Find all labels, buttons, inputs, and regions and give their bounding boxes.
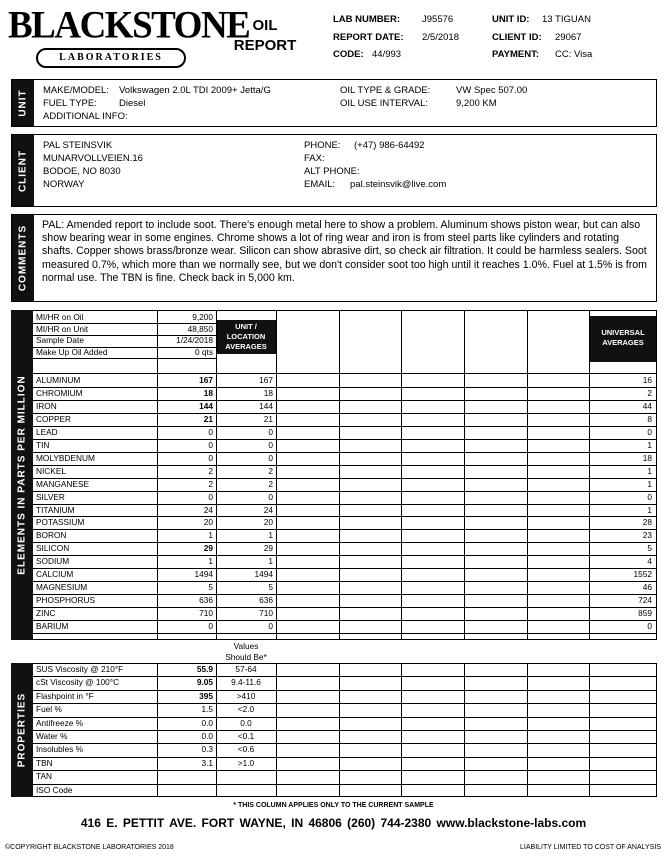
unit-side-label: UNIT [12, 80, 34, 126]
element-name: CALCIUM [36, 569, 74, 580]
element-value: 5 [208, 582, 213, 593]
property-should-be: 57-64 [235, 664, 257, 674]
client-section [11, 134, 657, 207]
element-value: 20 [203, 517, 213, 528]
element-universal-average: 16 [642, 375, 652, 385]
element-name: BORON [36, 530, 67, 541]
element-unit-average: 0 [268, 439, 273, 450]
element-value: 0 [208, 621, 213, 632]
unit-id-label: UNIT ID: [492, 14, 530, 25]
element-name: TITANIUM [36, 504, 75, 515]
element-universal-average: 1552 [633, 569, 652, 580]
element-unit-average: 2 [268, 478, 273, 489]
client-street: MUNARVOLLVEIEN.16 [43, 153, 143, 164]
property-name: Antifreeze % [36, 717, 84, 728]
property-should-be: <2.0 [237, 704, 255, 715]
element-universal-average: 1 [647, 504, 652, 515]
additional-info-label: ADDITIONAL INFO: [43, 111, 128, 122]
grid-line [157, 310, 158, 640]
oil-interval-value: 9,200 KM [456, 98, 497, 109]
element-value: 29 [203, 543, 213, 554]
comments-side-label: COMMENTS [12, 215, 34, 301]
element-unit-average: 0 [268, 621, 273, 632]
element-name: SILVER [36, 491, 65, 502]
grid-line [33, 633, 657, 634]
grid-line [527, 663, 528, 797]
comments-section [11, 214, 657, 302]
code-value: 44/993 [372, 49, 402, 60]
element-unit-average: 21 [263, 413, 273, 424]
oil-type-label: OIL TYPE & GRADE: [340, 85, 431, 96]
client-city: BODOE, NO 8030 [43, 166, 121, 177]
make-label: MAKE/MODEL: [43, 85, 109, 96]
element-name: NICKEL [36, 465, 66, 476]
report-date-label: REPORT DATE: [333, 32, 404, 43]
element-unit-average: 167 [259, 375, 273, 385]
comments-text: PAL: Amended report to include soot. There's enough metal here to show a problem. Aluminum shows piston wear, but can also show bearing wear in some engines. Chrome shows a lot of ring wear and iron is from steel parts like cylinders and rotating shafts. Copper shows brass/bronze wear. Silicon can show abrasive dirt, so check air filtration. It could be harmless sealers. Soot measured 0.7%, which more than we normally see, but we don't consider soot too high until it reaches 1.0%. Fuel at 1.5% is from normal use. The TBN is fine. Check back in 5,000 km. [42, 219, 647, 284]
property-should-be: 0.0 [240, 717, 252, 728]
phone-label: PHONE: [304, 140, 341, 151]
property-name: SUS Viscosity @ 210°F [36, 664, 124, 674]
grid-line [464, 310, 465, 640]
universal-averages-header: UNIVERSAL AVERAGES [590, 316, 656, 362]
payment-value: CC: Visa [555, 49, 593, 60]
element-unit-average: 0 [268, 491, 273, 502]
lab-number-label: LAB NUMBER: [333, 14, 401, 25]
element-value: 2 [208, 465, 213, 476]
properties-side-label: PROPERTIES [11, 663, 33, 797]
element-value: 0 [208, 439, 213, 450]
unit-section [11, 79, 657, 127]
property-name: Insolubles % [36, 744, 84, 755]
property-should-be: 9.4-11.6 [231, 677, 261, 688]
element-name: PHOSPHORUS [36, 595, 96, 606]
property-should-be: >1.0 [237, 757, 255, 768]
element-value: 24 [203, 504, 213, 515]
client-side-label: CLIENT [12, 135, 34, 206]
email-value[interactable]: pal.steinsvik@live.com [350, 179, 447, 190]
property-value: 0.0 [201, 731, 213, 741]
element-universal-average: 1 [647, 439, 652, 450]
phone-value: (+47) 986-64492 [354, 140, 425, 151]
element-value: 0 [208, 491, 213, 502]
element-name: TIN [36, 439, 50, 450]
client-id-label: CLIENT ID: [492, 32, 542, 43]
fuel-type-value: Diesel [119, 98, 146, 109]
make-value: Volkswagen 2.0L TDI 2009+ Jetta/G [119, 85, 271, 96]
element-value: 710 [199, 608, 213, 619]
grid-line [33, 358, 216, 359]
element-universal-average: 8 [647, 413, 652, 424]
grid-line [589, 310, 590, 640]
property-value: 0.3 [201, 744, 213, 755]
element-unit-average: 710 [259, 608, 273, 619]
element-unit-average: 5 [268, 582, 273, 593]
sample-info-label: MI/HR on Oil [36, 312, 84, 322]
element-unit-average: 20 [263, 517, 273, 528]
element-name: IRON [36, 400, 57, 411]
element-universal-average: 724 [638, 595, 652, 606]
property-value: 55.9 [196, 664, 213, 674]
element-universal-average: 2 [647, 387, 652, 398]
element-value: 0 [208, 426, 213, 437]
property-should-be: <0.1 [237, 731, 255, 741]
element-name: MAGNESIUM [36, 582, 88, 593]
property-should-be: >410 [236, 690, 256, 701]
element-universal-average: 18 [642, 452, 652, 463]
elements-side-label: ELEMENTS IN PARTS PER MILLION [11, 310, 33, 640]
element-name: MOLYBDENUM [36, 452, 95, 463]
property-value: 0.0 [201, 717, 213, 728]
grid-line [464, 663, 465, 797]
report-date-value: 2/5/2018 [422, 32, 459, 43]
property-should-be: <0.6 [237, 744, 255, 755]
element-unit-average: 144 [259, 400, 273, 411]
oil-type-value: VW Spec 507.00 [456, 85, 528, 96]
payment-label: PAYMENT: [492, 49, 539, 60]
element-name: POTASSIUM [36, 517, 85, 528]
property-value: 3.1 [201, 757, 213, 768]
sample-info-value: 9,200 [192, 312, 213, 322]
grid-line [589, 663, 590, 797]
property-name: ISO Code [36, 784, 73, 795]
element-unit-average: 18 [263, 387, 273, 398]
grid-line [157, 663, 158, 797]
element-universal-average: 28 [642, 517, 652, 528]
element-unit-average: 24 [263, 504, 273, 515]
sample-info-label: Make Up Oil Added [36, 347, 108, 358]
element-unit-average: 636 [259, 595, 273, 606]
element-value: 167 [199, 375, 213, 385]
element-value: 0 [208, 452, 213, 463]
grid-line [276, 310, 277, 640]
element-universal-average: 1 [647, 478, 652, 489]
element-name: COPPER [36, 413, 72, 424]
property-name: cSt Viscosity @ 100°C [36, 677, 120, 688]
liability-notice: LIABILITY LIMITED TO COST OF ANALYSIS [520, 844, 661, 851]
copyright: ©COPYRIGHT BLACKSTONE LABORATORIES 2018 [5, 844, 174, 851]
element-name: ALUMINUM [36, 375, 81, 385]
unit-id-value: 13 TIGUAN [542, 14, 591, 25]
values-header: Values [233, 641, 259, 651]
element-universal-average: 0 [647, 491, 652, 502]
element-value: 1494 [194, 569, 213, 580]
element-name: SODIUM [36, 556, 70, 567]
element-unit-average: 29 [263, 543, 273, 554]
unit-averages-header: UNIT / LOCATION AVERAGES [216, 320, 276, 354]
code-label: CODE: [333, 49, 364, 60]
logo-wordmark: BLACKSTONE [8, 3, 250, 47]
element-value: 1 [208, 530, 213, 541]
sample-info-value: 48,850 [187, 323, 213, 334]
property-name: Water % [36, 731, 68, 741]
sample-info-label: MI/HR on Unit [36, 323, 89, 334]
report-title-line2: REPORT [233, 37, 297, 54]
element-universal-average: 5 [647, 543, 652, 554]
sample-info-value: 0 qts [195, 347, 213, 358]
element-name: LEAD [36, 426, 58, 437]
report-title-line1: OIL [252, 17, 278, 34]
element-universal-average: 44 [642, 400, 652, 411]
element-unit-average: 0 [268, 452, 273, 463]
oil-interval-label: OIL USE INTERVAL: [340, 98, 428, 109]
element-universal-average: 23 [642, 530, 652, 541]
grid-line [33, 373, 657, 374]
grid-line [216, 663, 217, 797]
element-unit-average: 1 [268, 556, 273, 567]
element-value: 636 [199, 595, 213, 606]
lab-number-value: J95576 [422, 14, 454, 25]
property-name: Flashpoint in °F [36, 690, 94, 701]
property-value: 1.5 [201, 704, 213, 715]
grid-line [401, 663, 402, 797]
element-unit-average: 1494 [254, 569, 273, 580]
element-value: 21 [203, 413, 213, 424]
element-name: ZINC [36, 608, 56, 619]
element-universal-average: 4 [647, 556, 652, 567]
email-label: EMAIL: [304, 179, 336, 190]
should-be-header: Should Be* [225, 652, 267, 662]
logo-subtitle: LABORATORIES [36, 48, 186, 68]
fax-label: FAX: [304, 153, 325, 164]
element-value: 2 [208, 478, 213, 489]
element-name: SILICON [36, 543, 70, 554]
blackstone-logo [8, 3, 250, 68]
element-universal-average: 0 [647, 621, 652, 632]
element-universal-average: 0 [647, 426, 652, 437]
element-unit-average: 1 [268, 530, 273, 541]
element-universal-average: 859 [638, 608, 652, 619]
grid-line [276, 663, 277, 797]
alt-phone-label: ALT PHONE: [304, 166, 360, 177]
client-name: PAL STEINSVIK [43, 140, 113, 151]
element-universal-average: 46 [642, 582, 652, 593]
element-value: 1 [208, 556, 213, 567]
fuel-type-label: FUEL TYPE: [43, 98, 97, 109]
element-value: 144 [199, 400, 213, 411]
grid-line [527, 310, 528, 640]
client-id-value: 29067 [555, 32, 582, 43]
property-name: TBN [36, 757, 53, 768]
element-value: 18 [203, 387, 213, 398]
grid-line [339, 310, 340, 640]
property-name: TAN [36, 771, 52, 782]
grid-line [401, 310, 402, 640]
element-unit-average: 0 [268, 426, 273, 437]
sample-info-value: 1/24/2018 [176, 335, 213, 346]
grid-line [216, 310, 217, 640]
lab-address: 416 E. PETTIT AVE. FORT WAYNE, IN 46806 (260) 744-2380 www.blackstone-labs.com [80, 816, 587, 830]
grid-line [339, 663, 340, 797]
element-name: CHROMIUM [36, 387, 83, 398]
sample-info-label: Sample Date [36, 335, 84, 346]
report-title [222, 16, 308, 56]
client-country: NORWAY [43, 179, 85, 190]
element-unit-average: 2 [268, 465, 273, 476]
element-universal-average: 1 [647, 465, 652, 476]
property-name: Fuel % [36, 704, 62, 715]
property-value: 9.05 [196, 677, 213, 688]
column-footnote: * THIS COLUMN APPLIES ONLY TO THE CURRENT SAMPLE [233, 802, 434, 809]
element-name: BARIUM [36, 621, 69, 632]
element-name: MANGANESE [36, 478, 90, 489]
property-value: 395 [199, 690, 213, 701]
